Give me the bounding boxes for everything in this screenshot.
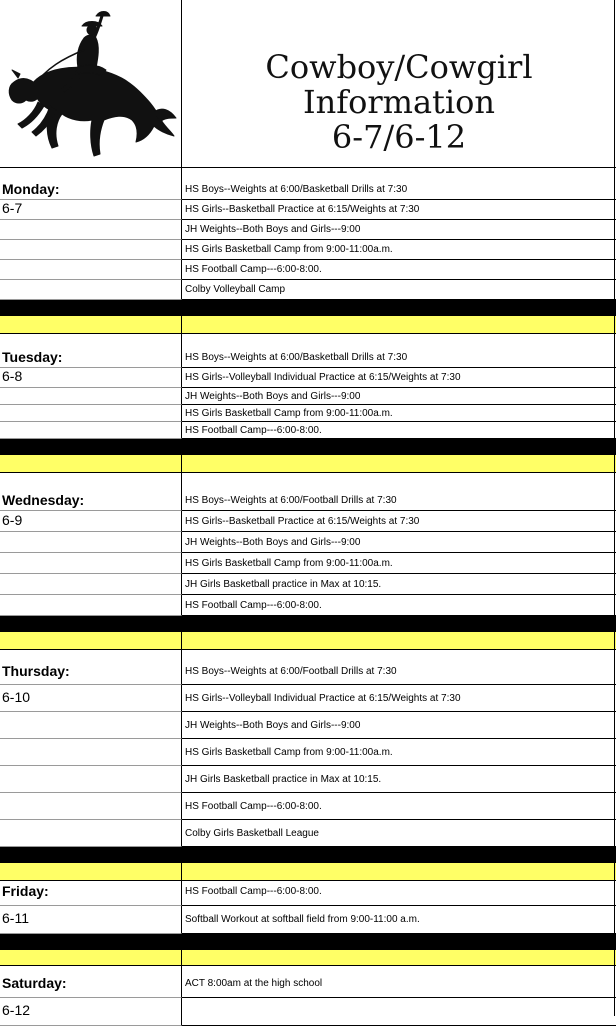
event-cell: HS Girls Basketball Camp from 9:00-11:00a.m.: [182, 240, 616, 260]
event-cell: HS Boys--Weights at 6:00/Basketball Drills at 7:30: [182, 180, 616, 200]
page-title: [182, 50, 616, 155]
schedule-row: [0, 906, 616, 934]
day-cell: [0, 348, 182, 368]
day-cell: [0, 712, 182, 739]
day-cell: [0, 820, 182, 847]
event-cell: JH Weights--Both Boys and Girls---9:00: [182, 220, 616, 240]
schedule-row: [0, 595, 616, 616]
day-cell: [0, 532, 182, 553]
day-cell: [0, 422, 182, 439]
separator-band-black: [0, 439, 616, 455]
separator-band-yellow: [0, 316, 616, 334]
event-cell: JH Weights--Both Boys and Girls---9:00: [182, 532, 616, 553]
day-name: Saturday:: [2, 975, 67, 991]
day-cell: [0, 685, 182, 712]
day-date: 6-10: [2, 688, 31, 705]
event-cell: JH Weights--Both Boys and Girls---9:00: [182, 712, 616, 739]
schedule-row: [0, 820, 616, 847]
event-cell: JH Weights--Both Boys and Girls---9:00: [182, 388, 616, 405]
event-cell: HS Girls--Basketball Practice at 6:15/Weights at 7:30: [182, 511, 616, 532]
schedule-row: [0, 240, 616, 260]
schedule-row: [0, 405, 616, 422]
schedule-row: [0, 220, 616, 240]
day-cell: [0, 658, 182, 685]
separator-band-black: [0, 616, 616, 632]
event-cell: HS Girls--Basketball Practice at 6:15/Weights at 7:30: [182, 200, 616, 220]
event-cell: HS Girls Basketball Camp from 9:00-11:00a.m.: [182, 553, 616, 574]
day-cell: [0, 240, 182, 260]
schedule-row: [0, 511, 616, 532]
event-cell: HS Football Camp---6:00-8:00.: [182, 793, 616, 820]
column-divider: [181, 632, 182, 649]
day-cell: [0, 553, 182, 574]
event-cell: [182, 998, 616, 1026]
day-cell: [0, 490, 182, 511]
schedule-row: [0, 532, 616, 553]
schedule-row: [0, 793, 616, 820]
separator-band-yellow: [0, 632, 616, 650]
schedule-row: [0, 878, 616, 906]
day-cell: [0, 739, 182, 766]
day-cell: [0, 595, 182, 616]
event-cell: [182, 472, 616, 490]
day-date: 6-7: [2, 200, 23, 216]
day-name: Thursday:: [2, 662, 70, 679]
day-cell: [0, 388, 182, 405]
page-edge: [614, 0, 615, 1016]
schedule-row: [0, 766, 616, 793]
schedule-row: [0, 200, 616, 220]
day-name: Monday:: [2, 181, 60, 197]
day-date: 6-12: [2, 1002, 31, 1018]
day-cell: [0, 970, 182, 998]
separator-band-black: [0, 300, 616, 316]
event-cell: HS Girls--Volleyball Individual Practice at 6:15/Weights at 7:30: [182, 368, 616, 388]
event-cell: HS Football Camp---6:00-8:00.: [182, 260, 616, 280]
title-line: 6-7/6-12: [331, 118, 467, 156]
header: [0, 0, 616, 168]
separator-band-black: [0, 934, 616, 950]
event-cell: HS Football Camp---6:00-8:00.: [182, 595, 616, 616]
event-cell: HS Girls Basketball Camp from 9:00-11:00a.m.: [182, 405, 616, 422]
event-cell: HS Boys--Weights at 6:00/Football Drills at 7:30: [182, 490, 616, 511]
schedule-row: [0, 388, 616, 405]
day-cell: [0, 200, 182, 220]
schedule-row: [0, 685, 616, 712]
column-divider: [181, 316, 182, 333]
day-name: Friday:: [2, 883, 49, 899]
day-cell: [0, 998, 182, 1026]
day-cell: [0, 180, 182, 200]
day-cell: [0, 878, 182, 906]
schedule-row: [0, 553, 616, 574]
event-cell: Colby Girls Basketball League: [182, 820, 616, 847]
day-cell: [0, 766, 182, 793]
header-gap-row: [0, 168, 616, 180]
event-cell: HS Boys--Weights at 6:00/Football Drills at 7:30: [182, 658, 616, 685]
day-cell: [0, 511, 182, 532]
spacer-row: [0, 472, 616, 490]
event-cell: ACT 8:00am at the high school: [182, 970, 616, 998]
day-name: Tuesday:: [2, 349, 63, 365]
day-cell: [0, 260, 182, 280]
day-cell: [0, 472, 182, 490]
schedule-row: [0, 712, 616, 739]
schedule-row: [0, 280, 616, 300]
event-cell: HS Girls Basketball Camp from 9:00-11:00a.m.: [182, 739, 616, 766]
event-cell: JH Girls Basketball practice in Max at 10:15.: [182, 574, 616, 595]
schedule-row: [0, 574, 616, 595]
schedule-row: [0, 490, 616, 511]
event-cell: HS Football Camp---6:00-8:00.: [182, 878, 616, 906]
event-cell: HS Girls--Volleyball Individual Practice at 6:15/Weights at 7:30: [182, 685, 616, 712]
day-date: 6-8: [2, 368, 23, 384]
schedule-row: [0, 368, 616, 388]
day-cell: [0, 168, 182, 180]
schedule-row: [0, 348, 616, 368]
bucking-bronco-cowboy-icon: [4, 6, 178, 162]
event-cell: Softball Workout at softball field from 9:00-11:00 a.m.: [182, 906, 616, 934]
schedule-row: [0, 658, 616, 685]
schedule-row: [0, 422, 616, 439]
schedule-row: [0, 739, 616, 766]
title-line: Information: [302, 83, 496, 121]
event-cell: HS Boys--Weights at 6:00/Basketball Drills at 7:30: [182, 348, 616, 368]
event-cell: HS Football Camp---6:00-8:00.: [182, 422, 616, 439]
separator-band-yellow: [0, 455, 616, 473]
day-cell: [0, 280, 182, 300]
separator-band-black: [0, 847, 616, 863]
title-line: Cowboy/Cowgirl: [265, 48, 533, 86]
schedule-row: [0, 260, 616, 280]
day-cell: [0, 220, 182, 240]
separator-band-yellow: [0, 950, 616, 966]
day-name: Wednesday:: [2, 491, 85, 508]
day-cell: [0, 574, 182, 595]
schedule-row: [0, 180, 616, 200]
column-divider: [181, 950, 182, 965]
day-date: 6-9: [2, 511, 23, 528]
schedule-row: [0, 998, 616, 1026]
event-cell: Colby Volleyball Camp: [182, 280, 616, 300]
column-divider: [181, 455, 182, 472]
day-cell: [0, 906, 182, 934]
schedule-row: [0, 970, 616, 998]
logo-box: [0, 0, 182, 168]
day-date: 6-11: [2, 910, 29, 926]
day-cell: [0, 405, 182, 422]
day-cell: [0, 793, 182, 820]
day-cell: [0, 368, 182, 388]
event-cell: JH Girls Basketball practice in Max at 10:15.: [182, 766, 616, 793]
